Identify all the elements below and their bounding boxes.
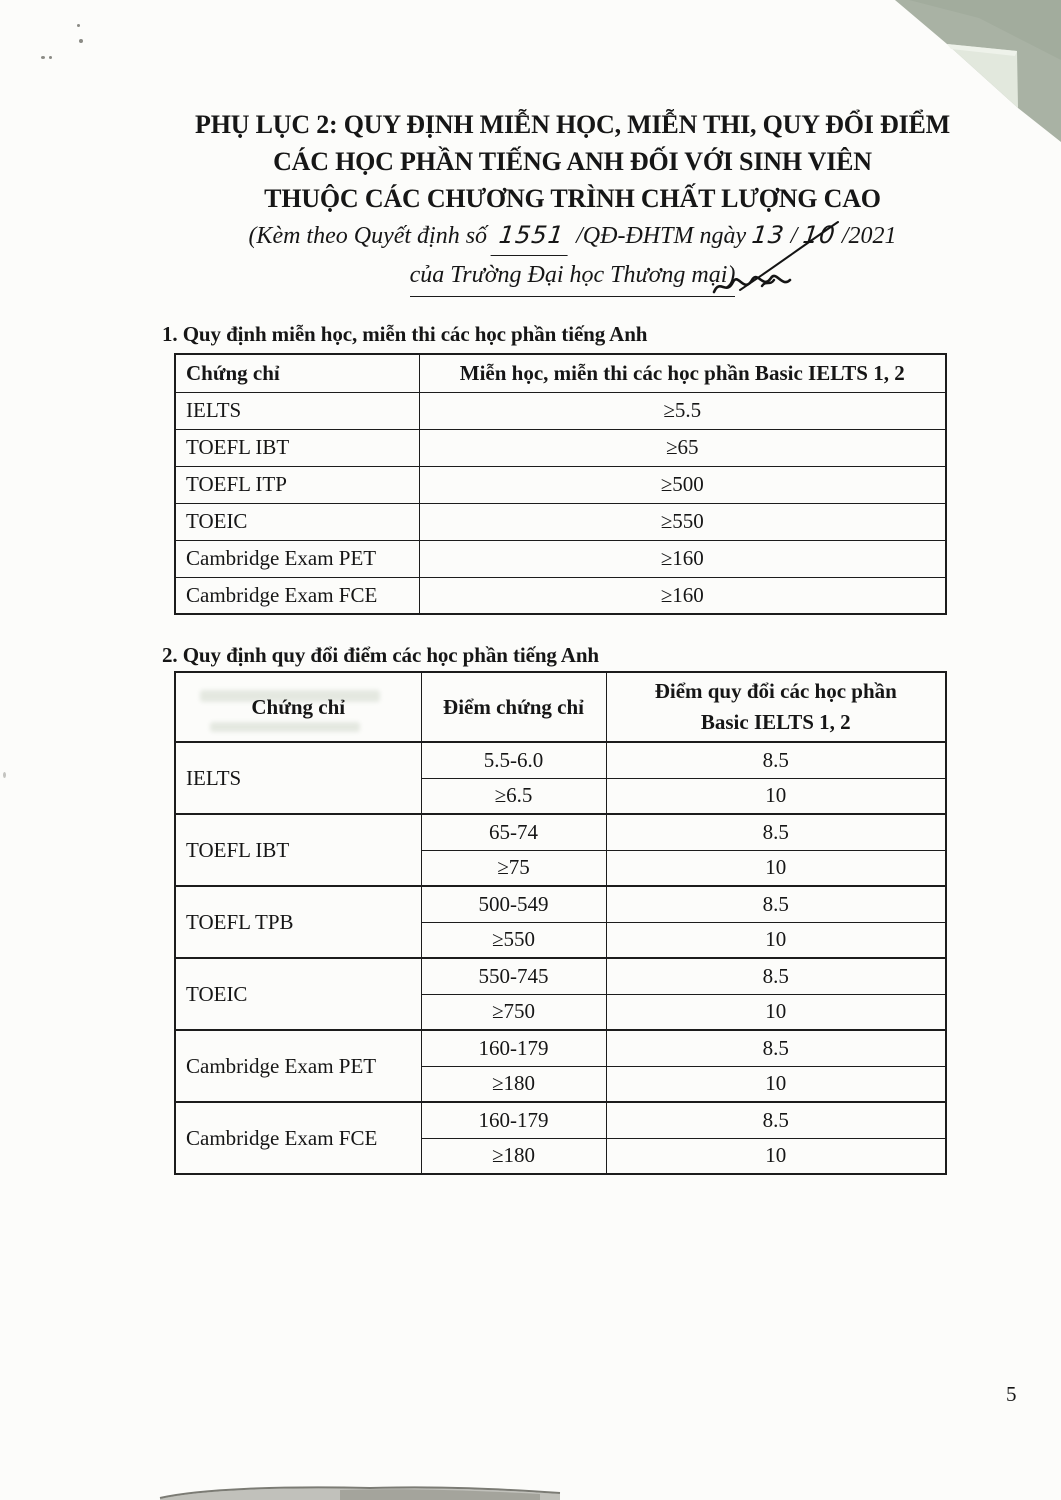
score-range-cell: ≥180 xyxy=(421,1138,606,1174)
title-line-2: CÁC HỌC PHẦN TIẾNG ANH ĐỐI VỚI SINH VIÊN xyxy=(273,147,872,176)
table-row xyxy=(175,1102,946,1138)
score-range-cell: ≥6.5 xyxy=(421,778,606,814)
certificate-cell: TOEIC xyxy=(175,958,421,1030)
certificate-cell: Cambridge Exam FCE xyxy=(175,1102,421,1174)
certificate-cell: Cambridge Exam PET xyxy=(175,540,419,577)
converted-score-cell: 8.5 xyxy=(606,1102,946,1138)
converted-score-cell: 10 xyxy=(606,850,946,886)
score-range-cell: 550-745 xyxy=(421,958,606,994)
section1-heading: 1. Quy định miễn học, miễn thi các học phần tiếng Anh xyxy=(162,322,648,346)
converted-score-cell: 8.5 xyxy=(606,886,946,922)
table-row xyxy=(175,392,946,429)
conversion-header-line2: Basic IELTS 1, 2 xyxy=(700,710,851,734)
converted-score-cell: 10 xyxy=(606,994,946,1030)
threshold-cell: ≥550 xyxy=(419,503,946,540)
score-range-cell: 5.5-6.0 xyxy=(421,742,606,778)
document-title xyxy=(185,106,960,217)
issuing-institution: của Trường Đại học Thương mại) xyxy=(410,256,736,297)
certificate-cell: IELTS xyxy=(175,392,419,429)
converted-score-cell: 10 xyxy=(606,922,946,958)
score-range-cell: ≥180 xyxy=(421,1066,606,1102)
certificate-cell: TOEIC xyxy=(175,503,419,540)
score-range-cell: 500-549 xyxy=(421,886,606,922)
table-row xyxy=(175,503,946,540)
issuance-line-1 xyxy=(185,216,960,256)
issuance-year: /2021 xyxy=(841,223,897,249)
binder-clip-artifact xyxy=(140,1478,600,1500)
section2-heading: 2. Quy định quy đổi điểm các học phần tiếng Anh xyxy=(162,643,600,667)
converted-score-cell: 10 xyxy=(606,778,946,814)
column-header-conversion xyxy=(606,672,946,742)
scan-speck xyxy=(77,24,80,27)
issuance-note xyxy=(185,216,960,297)
score-range-cell: ≥550 xyxy=(421,922,606,958)
title-line-1: PHỤ LỤC 2: QUY ĐỊNH MIỄN HỌC, MIỄN THI, QUY ĐỔI ĐIỂM xyxy=(195,110,950,139)
column-header-certificate: Chứng chỉ xyxy=(175,672,421,742)
table-row xyxy=(175,577,946,614)
scan-speck xyxy=(3,772,6,778)
table-header-row xyxy=(175,354,946,392)
handwritten-month: 10 xyxy=(801,221,838,249)
certificate-cell: Cambridge Exam FCE xyxy=(175,577,419,614)
certificate-cell: IELTS xyxy=(175,742,421,814)
conversion-header-line1: Điểm quy đổi các học phần xyxy=(654,679,897,703)
converted-score-cell: 8.5 xyxy=(606,958,946,994)
threshold-cell: ≥500 xyxy=(419,466,946,503)
converted-score-cell: 10 xyxy=(606,1066,946,1102)
threshold-cell: ≥160 xyxy=(419,577,946,614)
issuance-prefix: (Kèm theo Quyết định số xyxy=(248,223,488,249)
table-row xyxy=(175,958,946,994)
threshold-cell: ≥160 xyxy=(419,540,946,577)
certificate-cell: Cambridge Exam PET xyxy=(175,1030,421,1102)
score-range-cell: ≥750 xyxy=(421,994,606,1030)
table-row xyxy=(175,814,946,850)
converted-score-cell: 8.5 xyxy=(606,1030,946,1066)
page-number: 5 xyxy=(1006,1382,1017,1406)
score-range-cell: 160-179 xyxy=(421,1030,606,1066)
scan-speck xyxy=(49,56,52,59)
score-range-cell: 65-74 xyxy=(421,814,606,850)
score-range-cell: 160-179 xyxy=(421,1102,606,1138)
table-row xyxy=(175,540,946,577)
conversion-table xyxy=(174,671,947,1175)
table-row xyxy=(175,742,946,778)
handwritten-decision-number: 1551 xyxy=(491,216,573,256)
certificate-cell: TOEFL TPB xyxy=(175,886,421,958)
handwritten-day: 13 xyxy=(750,221,787,249)
converted-score-cell: 10 xyxy=(606,1138,946,1174)
scan-speck xyxy=(41,56,45,59)
issuance-separator: / xyxy=(790,223,798,249)
converted-score-cell: 8.5 xyxy=(606,742,946,778)
score-range-cell: ≥75 xyxy=(421,850,606,886)
threshold-cell: ≥65 xyxy=(419,429,946,466)
issuance-line-2-wrap xyxy=(185,256,960,297)
issuance-middle: /QĐ-ĐHTM ngày xyxy=(576,223,747,249)
converted-score-cell: 8.5 xyxy=(606,814,946,850)
certificate-cell: TOEFL IBT xyxy=(175,429,419,466)
exemption-table xyxy=(174,353,947,615)
table-row xyxy=(175,886,946,922)
table-row xyxy=(175,1030,946,1066)
certificate-cell: TOEFL ITP xyxy=(175,466,419,503)
table-row xyxy=(175,466,946,503)
column-header-score: Điểm chứng chỉ xyxy=(421,672,606,742)
threshold-cell: ≥5.5 xyxy=(419,392,946,429)
title-line-3: THUỘC CÁC CHƯƠNG TRÌNH CHẤT LƯỢNG CAO xyxy=(264,184,881,213)
certificate-cell: TOEFL IBT xyxy=(175,814,421,886)
table-header-row xyxy=(175,672,946,742)
scan-speck xyxy=(79,39,83,43)
column-header-certificate: Chứng chỉ xyxy=(175,354,419,392)
column-header-exemption: Miễn học, miễn thi các học phần Basic IELTS 1, 2 xyxy=(419,354,946,392)
table-row xyxy=(175,429,946,466)
